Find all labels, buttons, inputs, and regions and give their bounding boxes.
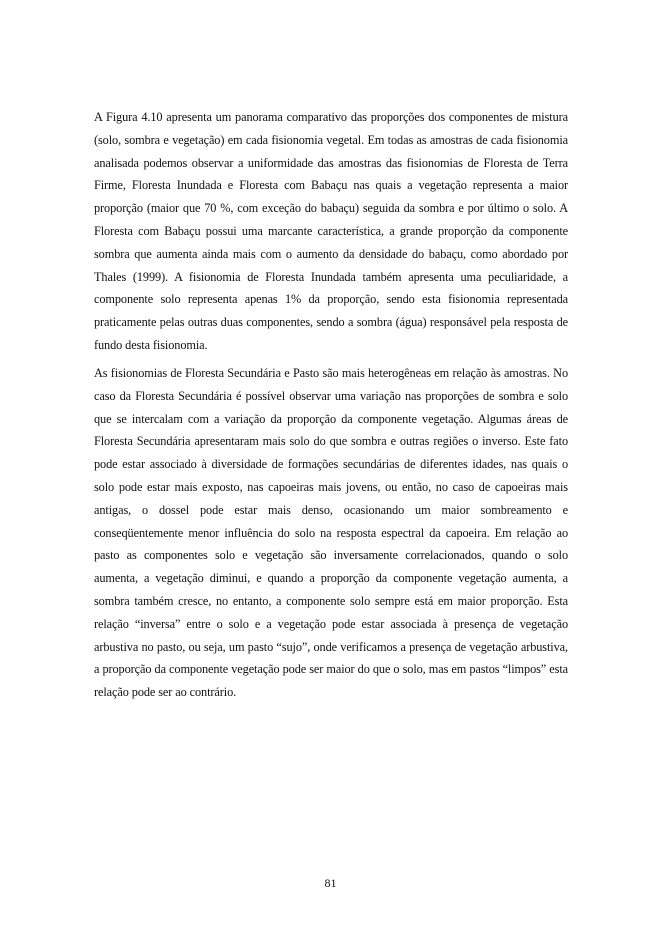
body-paragraph-2: As fisionomias de Floresta Secundária e Pasto são mais heterogêneas em relação às amostras. No caso da Floresta Secundária é possível observar uma variação nas proporções de sombra e solo que se intercalam com a variação da proporção da componente vegetação. Algumas áreas de Floresta Secundária apresentaram mais solo do que sombra e outras regiões o inverso. Este fato pode estar associado à diversidade de formações secundárias de diferentes idades, nas quais o solo pode estar mais exposto, nas capoeiras mais jovens, ou então, no caso de capoeiras mais antigas, o dossel pode estar mais denso, ocasionando um maior sombreamento e conseqüentemente menor influência do solo na resposta espectral da capoeira. Em relação ao pasto as componentes solo e vegetação são inversamente correlacionados, quando o solo aumenta, a vegetação diminui, e quando a proporção da componente vegetação aumenta, a sombra também cresce, no entanto, a componente solo sempre está em maior proporção. Esta relação “inversa” entre o solo e a vegetação pode estar associada à presença de vegetação arbustiva no pasto, ou seja, um pasto “sujo”, onde verificamos a presença de vegetação arbustiva, a proporção da componente vegetação pode ser maior do que o solo, mas em pastos “limpos” esta relação pode ser ao contrário. xyxy=(94,366,568,700)
page-number: 81 xyxy=(324,876,337,890)
body-paragraph-1: A Figura 4.10 apresenta um panorama comparativo das proporções dos componentes de mistura (solo, sombra e vegetação) em cada fisionomia vegetal. Em todas as amostras de cada fisionomia analisada podemos observar a uniformidade das amostras das fisionomias de Floresta de Terra Firme, Floresta Inundada e Floresta com Babaçu nas quais a vegetação representa a maior proporção (maior que 70 %, com exceção do babaçu) seguida da sombra e por último o solo. A Floresta com Babaçu possui uma marcante característica, a grande proporção da componente sombra que aumenta ainda mais com o aumento da densidade do babaçu, como abordado por Thales (1999). A fisionomia de Floresta Inundada também apresenta uma peculiaridade, a componente solo representa apenas 1% da proporção, sendo esta fisionomia representada praticamente pelas outras duas componentes, sendo a sombra (água) responsável pela resposta de fundo desta fisionomia. xyxy=(94,110,568,352)
